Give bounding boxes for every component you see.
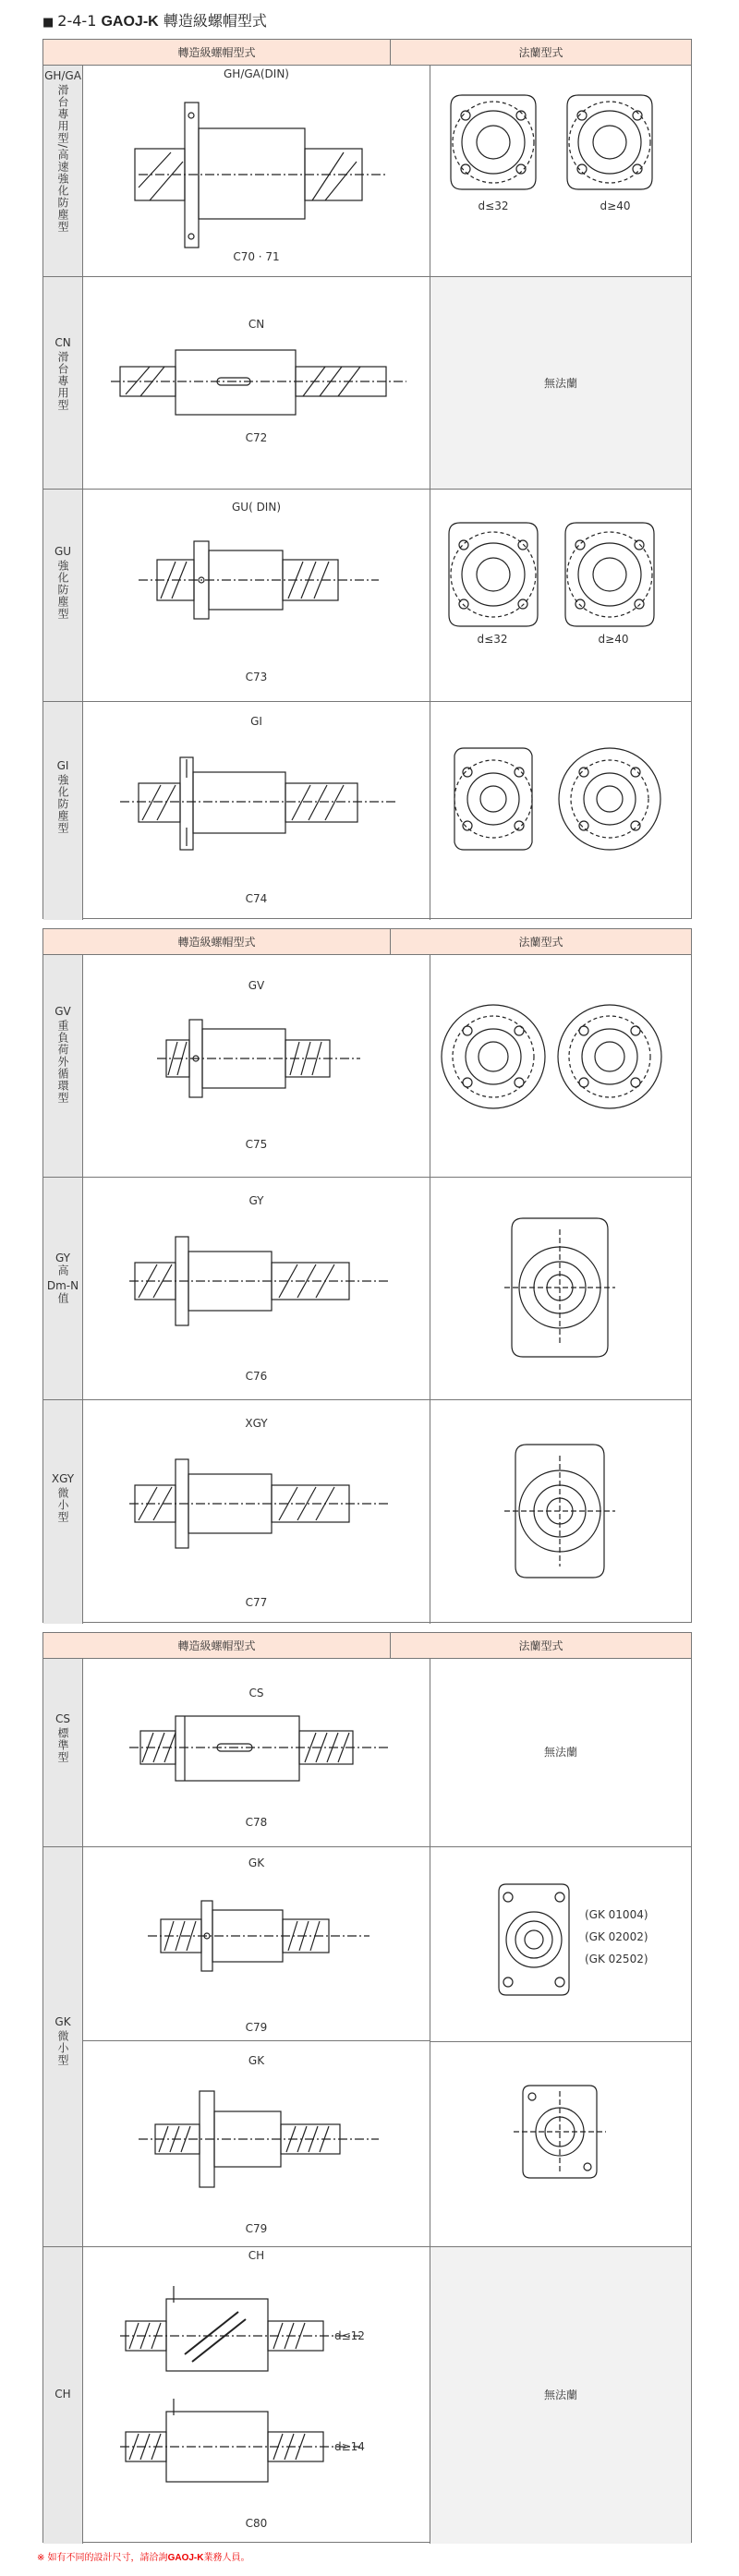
- row-ch: [43, 2247, 691, 2544]
- row-gk: [43, 1847, 691, 2247]
- catalog-page: C73: [245, 671, 268, 683]
- nut-cell: [83, 1178, 430, 1399]
- row-gy: [43, 1178, 691, 1400]
- nut-cell: [83, 1659, 430, 1846]
- nut-drawing: [83, 2266, 430, 2506]
- nut-drawing: [83, 1433, 430, 1572]
- model-label: GV: [248, 979, 265, 992]
- nut-drawing: [83, 84, 430, 269]
- type-desc: 滑台專用型/高速強化防塵型: [56, 84, 69, 234]
- size-label: d≥40: [600, 200, 631, 212]
- model-label: GU( DIN): [231, 501, 281, 514]
- row-label: [43, 1659, 83, 1846]
- type-desc: 強化防塵型: [56, 774, 69, 834]
- catalog-page: C70 · 71: [233, 250, 280, 263]
- nut-cell: [83, 1847, 430, 2041]
- row-gi: [43, 702, 691, 920]
- model-label: GI: [250, 715, 262, 728]
- flange-drawing: [488, 1875, 580, 2014]
- nut-drawing: [83, 337, 430, 429]
- nut-drawing: [83, 2071, 430, 2209]
- row-xgy: [43, 1400, 691, 1624]
- model-label: CN: [248, 318, 265, 331]
- flange-cell: [430, 702, 691, 920]
- header-nut: 轉造級螺帽型式: [43, 929, 391, 955]
- type-code: GH/GA: [44, 69, 81, 82]
- table-3: [42, 1632, 692, 2543]
- catalog-page: C77: [245, 1596, 268, 1609]
- row-gh-ga: [43, 66, 691, 277]
- nut-drawing: [83, 1703, 430, 1805]
- header-nut: 轉造級螺帽型式: [43, 40, 391, 66]
- catalog-page: C78: [245, 1816, 268, 1829]
- flange-drawing: [430, 79, 693, 263]
- row-cn: [43, 277, 691, 490]
- no-flange-label: 無法蘭: [543, 377, 577, 390]
- table-2: [42, 928, 692, 1623]
- nut-drawing: [83, 517, 430, 647]
- footnote-brand: GAOJ-K: [167, 2553, 204, 2563]
- model-label: CH: [248, 2249, 265, 2262]
- flange-cell: [430, 1178, 691, 1399]
- model-number: (GK 02502): [585, 1953, 648, 1965]
- row-label: [43, 1400, 83, 1624]
- model-number: (GK 02002): [585, 1930, 648, 1943]
- flange-cell: [430, 955, 691, 1177]
- model-label: GH/GA(DIN): [224, 67, 289, 80]
- flange-cell: [430, 1847, 691, 2042]
- section-number: 2-4-1: [57, 12, 97, 30]
- type-desc: 強化防塵型: [56, 560, 69, 620]
- type-desc: 滑台專用型: [56, 351, 69, 411]
- footnote-text-end: 業務人員。: [203, 2553, 250, 2563]
- flange-cell: [430, 66, 691, 276]
- row-label: [43, 702, 83, 920]
- size-label: d≥40: [598, 633, 629, 646]
- flange-cell: [430, 277, 691, 489]
- size-label: d≤32: [477, 633, 508, 646]
- nut-cell: [83, 955, 430, 1177]
- flange-drawing: [430, 739, 693, 887]
- catalog-page: C79: [245, 2222, 268, 2235]
- flange-cell: [430, 1659, 691, 1846]
- type-code: GI: [56, 759, 69, 772]
- type-desc: 重負荷外循環型: [56, 1020, 69, 1104]
- flange-drawing: [430, 1428, 693, 1594]
- type-code: GV: [55, 1005, 71, 1018]
- no-flange-label: 無法蘭: [543, 2389, 577, 2401]
- table-1: [42, 39, 692, 919]
- model-label: CS: [248, 1687, 264, 1699]
- model-label: GK: [248, 1856, 265, 1869]
- type-code: CH: [55, 2388, 71, 2401]
- nut-cell: [83, 702, 430, 920]
- header-flange: 法蘭型式: [391, 929, 691, 955]
- flange-drawing: [430, 2069, 693, 2207]
- nut-cell: [83, 66, 430, 276]
- flange-drawing: [430, 1202, 693, 1368]
- ch-small-size-callout: d≤12: [334, 2329, 365, 2342]
- nut-drawing: [83, 996, 430, 1125]
- type-desc-2: 值: [56, 1292, 69, 1304]
- type-code: GU: [54, 545, 72, 558]
- flange-cell: [430, 2247, 691, 2544]
- model-label: GK: [248, 2054, 265, 2067]
- type-code: GK: [55, 2015, 71, 2028]
- catalog-page: C72: [245, 431, 268, 444]
- nut-cell: [83, 2247, 430, 2544]
- model-label: XGY: [245, 1417, 268, 1430]
- header-nut: 轉造級螺帽型式: [43, 1633, 391, 1659]
- title-bullet: ■: [42, 16, 55, 30]
- type-desc: 高: [56, 1264, 69, 1276]
- flange-cell-2: [430, 2041, 691, 2246]
- catalog-page: C80: [245, 2517, 268, 2530]
- footnote: [37, 2549, 249, 2563]
- flange-drawing: [430, 992, 693, 1140]
- row-label: [43, 2247, 83, 2544]
- row-label: [43, 490, 83, 701]
- nut-drawing: [83, 1211, 430, 1349]
- catalog-page: C76: [245, 1370, 268, 1383]
- row-label: [43, 955, 83, 1177]
- type-code: CS: [55, 1712, 70, 1725]
- nut-drawing: [83, 732, 430, 870]
- title-text: 轉造級螺帽型式: [163, 12, 267, 30]
- brand-name: GAOJ-K: [101, 14, 159, 30]
- nut-drawing: [83, 1873, 430, 2002]
- no-flange-label: 無法蘭: [543, 1746, 577, 1759]
- ch-large-size-callout: d≥14: [334, 2440, 365, 2453]
- header-flange: 法蘭型式: [391, 40, 691, 66]
- row-gu: [43, 490, 691, 702]
- type-desc: 微小型: [56, 2030, 69, 2066]
- type-code-2: Dm-N: [46, 1279, 79, 1292]
- nut-cell-2: [83, 2041, 430, 2246]
- type-desc: 標準型: [56, 1727, 69, 1763]
- flange-cell: [430, 490, 691, 701]
- type-code: XGY: [51, 1472, 75, 1485]
- model-number: (GK 01004): [585, 1908, 648, 1921]
- size-label: d≤32: [478, 200, 509, 212]
- row-cs: [43, 1659, 691, 1847]
- type-code: GY: [55, 1252, 71, 1264]
- catalog-page: C74: [245, 892, 268, 905]
- page-title: [42, 9, 267, 30]
- catalog-page: C75: [245, 1138, 268, 1151]
- nut-cell: [83, 1400, 430, 1624]
- flange-cell: [430, 1400, 691, 1624]
- header-flange: 法蘭型式: [391, 1633, 691, 1659]
- row-gv: [43, 955, 691, 1178]
- type-code: CN: [55, 336, 71, 349]
- model-label: GY: [248, 1194, 264, 1207]
- type-desc: 微小型: [56, 1487, 69, 1523]
- row-label: [43, 277, 83, 489]
- footnote-text: ※ 如有不同的設計尺寸，請洽詢: [37, 2553, 168, 2563]
- row-label: [43, 66, 83, 276]
- row-label: [43, 1178, 83, 1399]
- row-label: [43, 1847, 83, 2246]
- nut-cell: [83, 490, 430, 701]
- nut-cell: [83, 277, 430, 489]
- catalog-page: C79: [245, 2021, 268, 2034]
